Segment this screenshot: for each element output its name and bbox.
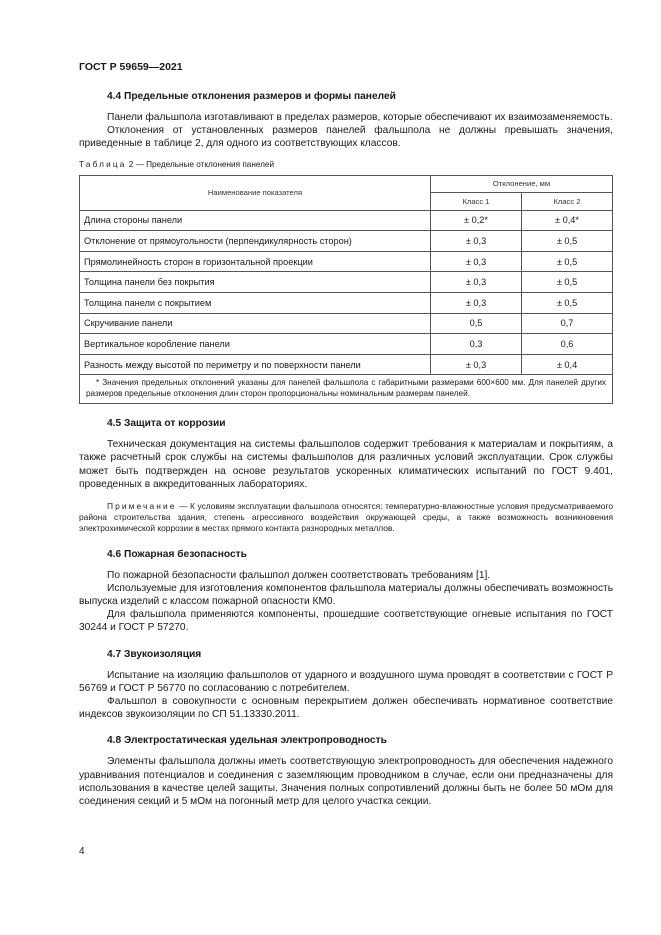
row-class-1: 0,3 [431, 334, 522, 355]
paragraph: Панели фальшпола изготавливают в пределах размеров, которые обеспечивают их взаимозаменяемость. [107, 112, 613, 123]
row-name: Вертикальное коробление панели [80, 334, 431, 355]
row-class-2: 0,6 [522, 334, 613, 355]
section-heading-4-5: 4.5 Защита от коррозии [107, 418, 226, 430]
section-heading-4-8: 4.8 Электростатическая удельная электропроводность [107, 735, 387, 747]
row-class-1: ± 0,3 [431, 272, 522, 293]
paragraph: Отклонения от установленных размеров панелей фальшпола не должны превышать значения, приведенные в таблице 2, для одного из соответствующих классов. [79, 125, 613, 150]
column-header-class-1: Класс 1 [431, 193, 522, 211]
paragraph: Для фальшпола применяются компоненты, прошедшие соответствующие огневые испытания по ГОСТ 30244 и ГОСТ Р 57270. [79, 609, 613, 634]
document-code: ГОСТ Р 59659—2021 [79, 61, 183, 73]
page-number: 4 [79, 846, 85, 857]
row-class-2: ± 0,5 [522, 231, 613, 252]
note-label: Примечание [107, 500, 177, 511]
column-header-deviation: Отклонение, мм [431, 175, 613, 193]
table-footnote: * Значения предельных отклонений указаны для панелей фальшпола с габаритными размерами 600×600 мм. Для панелей других размеров предельные отклонения длин сторон пропорциональны номинальным размерам панелей. [80, 375, 613, 404]
row-name: Толщина панели с покрытием [80, 292, 431, 313]
row-name: Разность между высотой по периметру и по поверхности панели [80, 354, 431, 375]
table-row [80, 292, 613, 313]
table-caption [79, 159, 613, 170]
paragraph: Фальшпол в совокупности с основным перекрытием должен обеспечивать нормативное соответствие индексов звукоизоляции по СП 51.13330.2011. [79, 696, 613, 721]
column-header-name: Наименование показателя [80, 175, 431, 210]
row-class-1: ± 0,3 [431, 251, 522, 272]
row-name: Толщина панели без покрытия [80, 272, 431, 293]
note [79, 501, 613, 535]
table-row [80, 334, 613, 355]
table-row [80, 354, 613, 375]
row-name: Скручивание панели [80, 313, 431, 334]
row-class-2: ± 0,5 [522, 292, 613, 313]
column-header-class-2: Класс 2 [522, 193, 613, 211]
row-class-1: 0,5 [431, 313, 522, 334]
row-class-2: ± 0,4* [522, 210, 613, 231]
table-row [80, 210, 613, 231]
row-class-2: 0,7 [522, 313, 613, 334]
section-heading-4-6: 4.6 Пожарная безопасность [107, 548, 247, 560]
paragraph: Элементы фальшпола должны иметь соответствующую электропроводность для обеспечения надежного уравнивания потенциалов и соединения с заземляющим проводником в случае, если они предназначены для использования в качестве целей защиты. Значения полных сопротивлений должны быть не более 50 мОм для соединения секций и 5 мОм на погонный метр для целого участка секции. [79, 756, 613, 808]
row-class-1: ± 0,3 [431, 292, 522, 313]
table-row [80, 231, 613, 252]
row-class-2: ± 0,5 [522, 251, 613, 272]
paragraph: Испытание на изоляцию фальшполов от ударного и воздушного шума проводят в соответствии с ГОСТ Р 56769 и ГОСТ Р 56770 по согласованию с потребителем. [79, 669, 613, 694]
section-heading-4-7: 4.7 Звукоизоляция [107, 648, 202, 660]
note-text: — К условиям эксплуатации фальшпола относятся: температурно-влажностные условия предусматриваемого района строительства здания, степень агрессивного воздействия окружающей среды, а также возможность возникновения электрохимической коррозии в местах прямого контакта разнородных металлов. [79, 500, 613, 534]
row-class-1: ± 0,3 [431, 354, 522, 375]
row-name: Длина стороны панели [80, 210, 431, 231]
table-row [80, 313, 613, 334]
page-content [79, 90, 613, 808]
row-class-2: ± 0,4 [522, 354, 613, 375]
table-row [80, 251, 613, 272]
table-caption-label: Таблица [79, 159, 127, 169]
table-footnote-row [80, 375, 613, 404]
row-name: Прямолинейность сторон в горизонтальной проекции [80, 251, 431, 272]
deviation-table [79, 175, 613, 405]
table-row [80, 272, 613, 293]
table-caption-text: 2 — Предельные отклонения панелей [126, 159, 275, 169]
paragraph: Используемые для изготовления компонентов фальшпола материалы должны обеспечивать возможность выпуска изделий с классом пожарной опасности КМ0. [79, 582, 614, 607]
row-class-2: ± 0,5 [522, 272, 613, 293]
paragraph: Техническая документация на системы фальшполов содержит требования к материалам и покрытиям, а также расчетный срок службы на системы фальшполов для различных условий эксплуатации. Срок службы может быть подтвержден на основе результатов ускоренных климатических испытаний по ГОСТ 9.401, проведенных в аккредитованных лабораториях. [79, 439, 613, 490]
paragraph: По пожарной безопасности фальшпол должен соответствовать требованиям [1]. [107, 569, 491, 581]
row-class-1: ± 0,2* [431, 210, 522, 231]
row-name: Отклонение от прямоугольности (перпендикулярность сторон) [80, 231, 431, 252]
section-heading-4-4: 4.4 Предельные отклонения размеров и формы панелей [107, 91, 396, 102]
row-class-1: ± 0,3 [431, 231, 522, 252]
